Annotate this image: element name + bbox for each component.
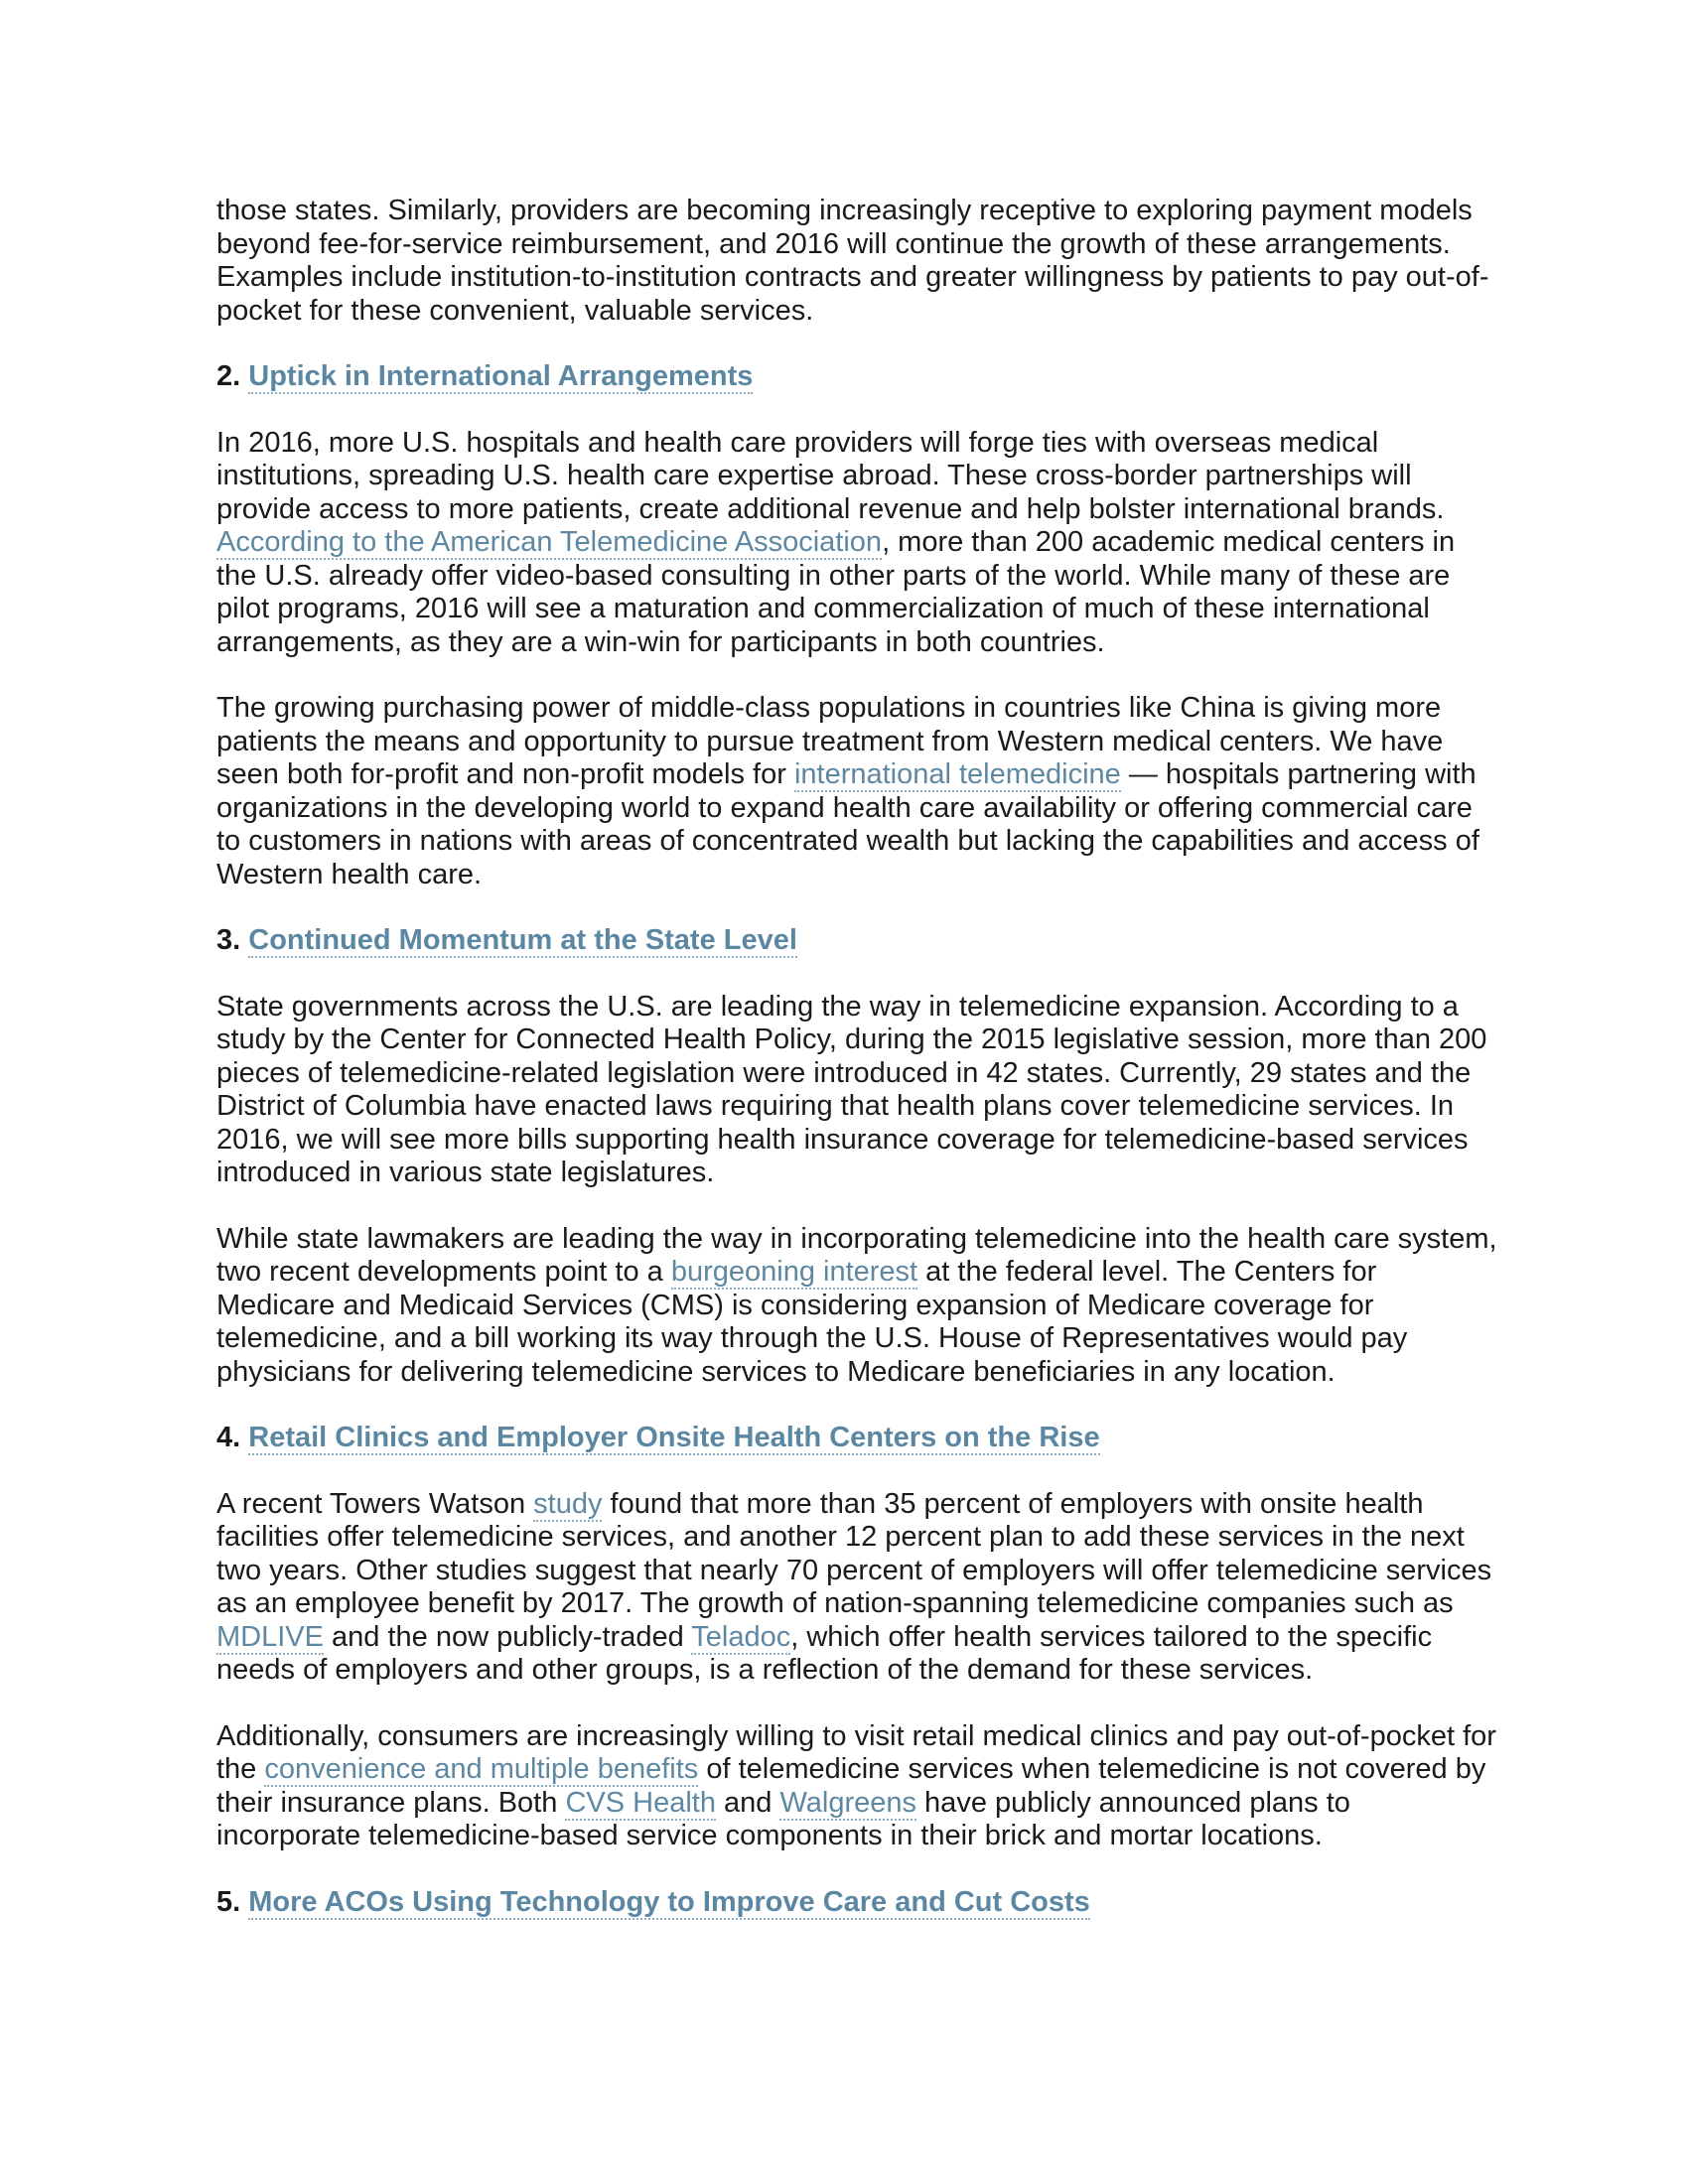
text-run: A recent Towers Watson — [216, 1487, 534, 1520]
teladoc-link[interactable]: Teladoc — [691, 1620, 791, 1653]
text-run: Additionally, consumers are increasingly willing to visit retail medical clinics and pay out-of-pocket for the — [216, 1719, 1496, 1785]
text-run: In 2016, more U.S. hospitals and health care providers will forge ties with overseas medical institutions, spreading U.S. health care expertise abroad. These cross-border partnerships will provide access to more patients, create additional revenue and help bolster international brands. — [216, 426, 1445, 525]
document-body — [216, 195, 1497, 1952]
text-run: , more than 200 academic medical centers in the U.S. already offer video-based consulting in other parts of the world. While many of these are pilot programs, 2016 will see a maturation and commercialization of much of these international arrangements, as they are a win-win for participants in both countries. — [216, 526, 1456, 658]
text-run: found that more than 35 percent of employers with onsite health facilities offer telemedicine services, and another 12 percent plan to add these services in the next two years. Other studies suggest that nearly 70 percent of employers will offer telemedicine services as an employee benefit by 2017. The growth of nation-spanning telemedicine companies such as — [216, 1487, 1492, 1619]
section-title-link[interactable]: Uptick in International Arrangements — [248, 360, 754, 392]
section-4-paragraph-2 — [216, 1720, 1497, 1853]
ata-link[interactable]: According to the American Telemedicine Association — [216, 526, 883, 558]
section-number: 3. — [216, 924, 241, 956]
study-link[interactable]: study — [533, 1487, 603, 1520]
section-heading-2 — [216, 360, 1497, 394]
text-run: have publicly announced plans to incorporate telemedicine-based service components in their brick and mortar locations. — [216, 1786, 1350, 1851]
section-number: 4. — [216, 1422, 241, 1453]
cvs-health-link[interactable]: CVS Health — [565, 1786, 716, 1819]
section-title-link[interactable]: Continued Momentum at the State Level — [248, 924, 797, 956]
text-run: of telemedicine services when telemedicine is not covered by their insurance plans. Both — [216, 1753, 1486, 1819]
text-run: and — [715, 1786, 780, 1819]
burgeoning-interest-link[interactable]: burgeoning interest — [670, 1256, 918, 1288]
text-run: The growing purchasing power of middle-class populations in countries like China is giving more patients the means and opportunity to pursue treatment from Western medical centers. We have seen both for-profit and non-profit models for — [216, 692, 1444, 790]
section-2-paragraph-2 — [216, 692, 1497, 891]
section-3-paragraph-2 — [216, 1223, 1497, 1390]
walgreens-link[interactable]: Walgreens — [779, 1786, 916, 1819]
text-run: While state lawmakers are leading the way in incorporating telemedicine into the health care system, two recent developments point to a — [216, 1222, 1497, 1288]
text-run: at the federal level. The Centers for Medicare and Medicaid Services (CMS) is considering expansion of Medicare coverage for telemedicine, and a bill working its way through the U.S. House of Representatives would pay physicians for delivering telemedicine services to Medicare beneficiaries in any location. — [216, 1256, 1408, 1388]
mdlive-link[interactable]: MDLIVE — [216, 1620, 324, 1653]
section-heading-3 — [216, 924, 1497, 958]
section-2-paragraph-1 — [216, 427, 1497, 660]
intro-paragraph: those states. Similarly, providers are becoming increasingly receptive to exploring payment models beyond fee-for-service reimbursement, and 2016 will continue the growth of these arrangements. Examples include institution-to-institution contracts and greater willingness by patients to pay out-of-pocket for these convenient, valuable services. — [216, 195, 1489, 327]
section-3-paragraph-1: State governments across the U.S. are leading the way in telemedicine expansion. According to a study by the Center for Connected Health Policy, during the 2015 legislative session, more than 200 pieces of telemedicine-related legislation were introduced in 42 states. Currently, 29 states and the District of Columbia have enacted laws requiring that health plans cover telemedicine services. In 2016, we will see more bills supporting health insurance coverage for telemedicine-based services introduced in various state legislatures. — [216, 990, 1487, 1188]
text-run: — hospitals partnering with organizations in the developing world to expand health care availability or offering commercial care to customers in nations with areas of concentrated wealth but lacking the capabilities and access of Western health care. — [216, 758, 1479, 890]
section-number: 5. — [216, 1885, 241, 1918]
section-number: 2. — [216, 360, 241, 392]
text-run: , which offer health services tailored to the specific needs of employers and other groups, is a reflection of the demand for these services. — [216, 1620, 1433, 1686]
international-telemedicine-link[interactable]: international telemedicine — [793, 758, 1121, 790]
section-title-link[interactable]: More ACOs Using Technology to Improve Care and Cut Costs — [248, 1885, 1090, 1918]
convenience-benefits-link[interactable]: convenience and multiple benefits — [264, 1753, 699, 1785]
text-run: and the now publicly-traded — [323, 1620, 692, 1653]
section-heading-5 — [216, 1886, 1497, 1920]
section-heading-4 — [216, 1422, 1497, 1455]
section-4-paragraph-1 — [216, 1488, 1497, 1688]
section-title-link[interactable]: Retail Clinics and Employer Onsite Health Centers on the Rise — [248, 1422, 1100, 1453]
